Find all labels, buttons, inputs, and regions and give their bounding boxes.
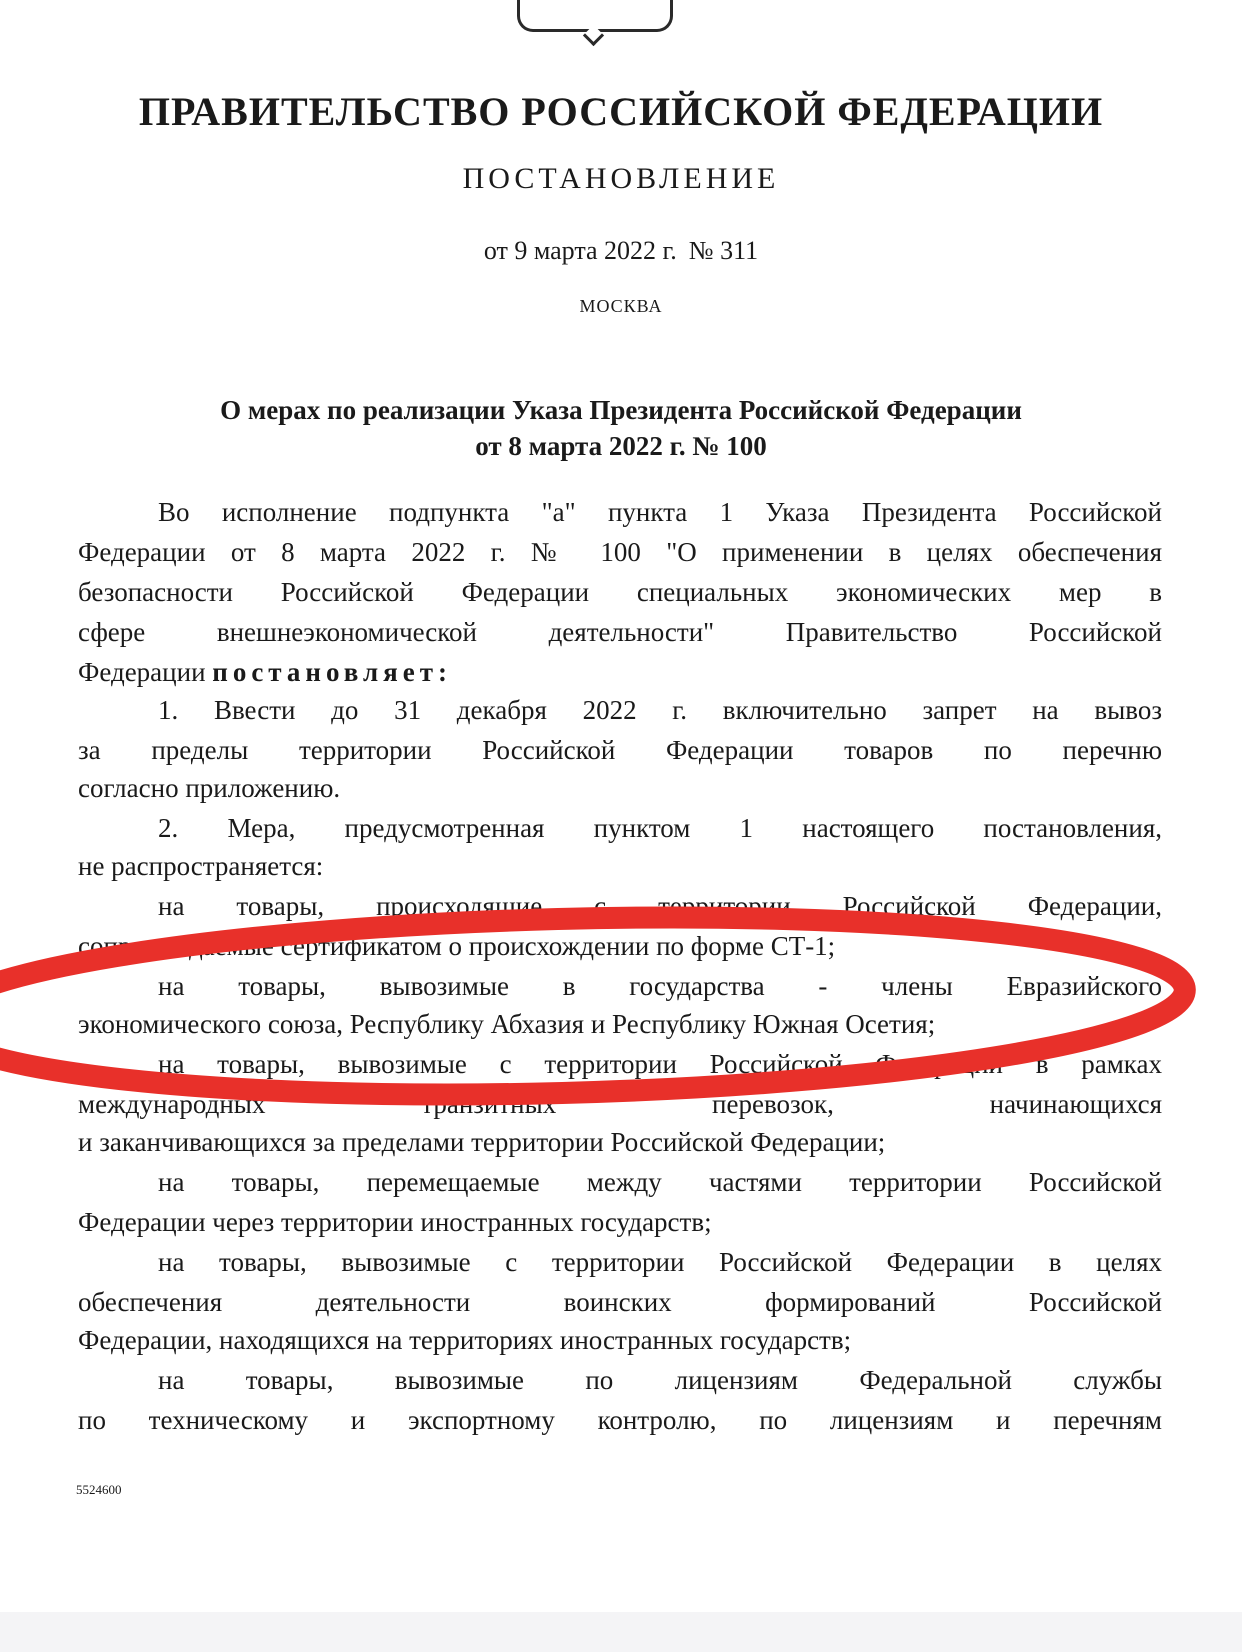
body-line: Федерации через территории иностранных государств; [78,1207,712,1237]
bottom-strip [0,1612,1242,1652]
body-line: Федерации, находящихся на территориях иностранных государств; [78,1325,852,1355]
decree-date-line [0,236,1242,266]
body-line: обеспечения деятельности воинских формирований Российской [78,1287,1162,1317]
body-text: Федерации [78,657,206,687]
document-code: 5524600 [76,1482,122,1497]
body-line: за пределы территории Российской Федерации товаров по перечню [78,735,1162,765]
body-line: согласно приложению. [78,773,341,803]
body-line: на товары, вывозимые по лицензиям Федеральной службы [158,1365,1162,1395]
body-line: экономического союза, Республику Абхазия и Республику Южная Осетия; [78,1009,936,1039]
document-title-line-1: О мерах по реализации Указа Президента Российской Федерации [220,395,1022,425]
body-line: 1. Ввести до 31 декабря 2022 г. включительно запрет на вывоз [158,695,1162,725]
decree-word: постановляет: [212,657,453,687]
body-line: 2. Мера, предусмотренная пунктом 1 настоящего постановления, [158,813,1162,843]
decree-number: № 311 [688,236,759,265]
body-line: международных транзитных перевозок, начинающихся [78,1089,1162,1119]
body-line: на товары, вывозимые в государства - члены Евразийского [158,971,1162,1001]
body-line: на товары, перемещаемые между частями территории Российской [158,1167,1162,1197]
body-line: не распространяется: [78,851,324,881]
body-line: Федерации от 8 марта 2022 г. № 100 "О применении в целях обеспечения [78,537,1162,567]
body-line: на товары, происходящие с территории Российской Федерации, [158,891,1162,921]
decree-date: от 9 марта 2022 г. [483,236,677,265]
document-type: ПОСТАНОВЛЕНИЕ [462,162,780,195]
body-line [78,652,1162,692]
body-line: на товары, вывозимые с территории Российской Федерации в целях [158,1247,1162,1277]
body-line: по техническому и экспортному контролю, по лицензиям и перечням [78,1405,1162,1435]
decree-city: МОСКВА [579,296,663,316]
body-line: безопасности Российской Федерации специальных экономических мер в [78,577,1162,607]
government-title: ПРАВИТЕЛЬСТВО РОССИЙСКОЙ ФЕДЕРАЦИИ [138,89,1104,134]
body-line: сфере внешнеэкономической деятельности" Правительство Российской [78,617,1162,647]
body-line: Во исполнение подпункта "а" пункта 1 Указа Президента Российской [158,497,1162,527]
document-title-line-2: от 8 марта 2022 г. № 100 [475,431,767,461]
document-title [0,392,1242,464]
body-line: и заканчивающихся за пределами территории Российской Федерации; [78,1127,886,1157]
body-line: на товары, вывозимые с территории Российской Федерации в рамках [158,1049,1162,1079]
body-line: сопровождаемые сертификатом о происхождении по форме СТ-1; [78,931,836,961]
